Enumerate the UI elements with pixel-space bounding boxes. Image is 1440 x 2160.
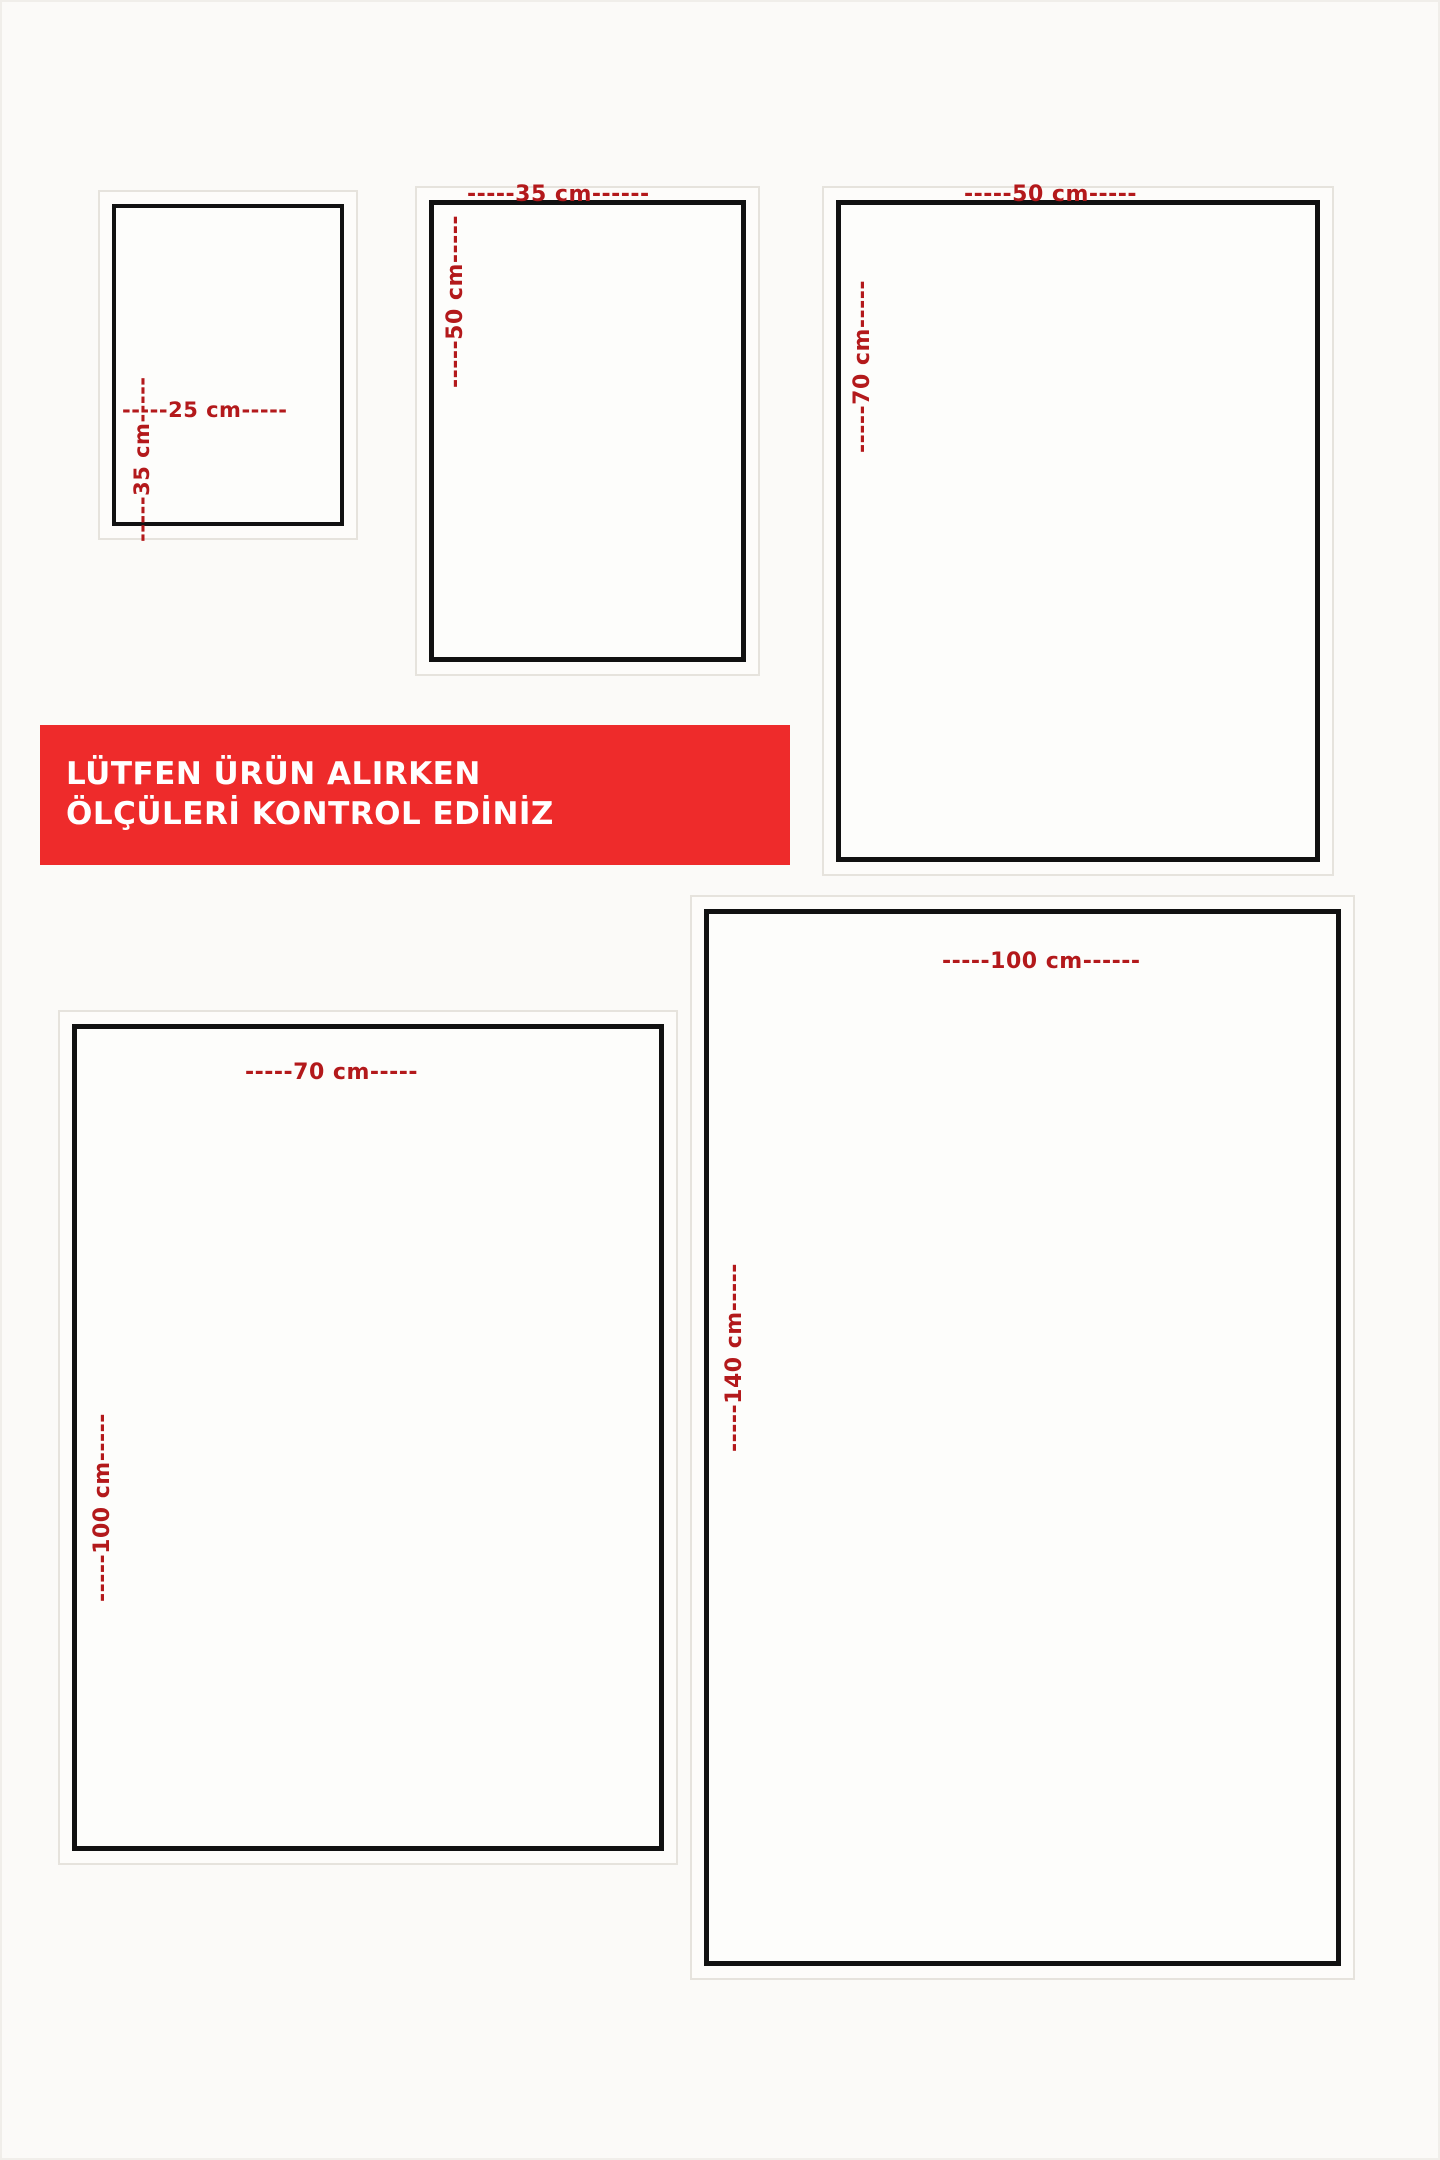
- frame-50x70-width-label: -----50 cm-----: [964, 182, 1138, 207]
- banner-line-1: LÜTFEN ÜRÜN ALIRKEN: [66, 756, 481, 793]
- frame-70x100-inner: [72, 1024, 664, 1851]
- size-warning-banner: [40, 725, 790, 865]
- frame-35x50-height-label: -----50 cm-----: [443, 214, 468, 388]
- frame-35x50-width-label: -----35 cm------: [467, 182, 650, 207]
- frame-35x50-inner: [429, 200, 746, 662]
- banner-line-2: ÖLÇÜLERİ KONTROL EDİNİZ: [66, 796, 554, 832]
- frame-25x35-height-label: -----35 cm-----: [130, 376, 154, 542]
- frame-50x70-inner: [836, 200, 1320, 862]
- frame-25x35-width-label: -----25 cm-----: [122, 398, 288, 422]
- frame-70x100-height-label: -----100 cm-----: [90, 1413, 115, 1602]
- frame-100x140: [690, 895, 1355, 1980]
- frame-25x35: [98, 190, 358, 540]
- frame-100x140-inner: [704, 909, 1341, 1966]
- frame-50x70-height-label: -----70 cm-----: [850, 279, 875, 453]
- frame-50x70: [822, 182, 1334, 876]
- frame-100x140-height-label: -----140 cm-----: [722, 1263, 747, 1452]
- frame-70x100-width-label: -----70 cm-----: [245, 1060, 419, 1085]
- frame-100x140-width-label: -----100 cm------: [942, 949, 1141, 974]
- frame-35x50: [415, 182, 760, 676]
- frame-70x100: [58, 1010, 678, 1865]
